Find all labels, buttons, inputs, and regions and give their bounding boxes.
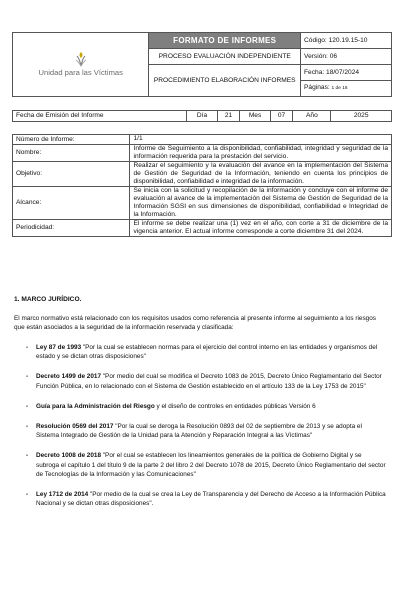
list-item bbox=[14, 451, 386, 479]
day-value: 21 bbox=[217, 111, 240, 122]
list-item bbox=[14, 490, 386, 508]
section-intro: El marco normativo está relacionado con los requisitos usados como referencia al presente informe al seguimiento a los riesgos que están asociados a la seguridad de la información reservada y clasificada: bbox=[14, 315, 376, 331]
info-label: Alcance: bbox=[13, 187, 130, 220]
info-label: Objetivo: bbox=[13, 162, 130, 187]
bullet-dash: - bbox=[26, 452, 29, 460]
doc-version: Versión: 06 bbox=[301, 49, 392, 65]
document-page bbox=[12, 32, 392, 237]
info-value: Informe de Seguimiento a la disponibilidad, confiabilidad, integridad y seguridad de la información requerida para la prestación del servicio. bbox=[130, 145, 392, 162]
bullet-dash: - bbox=[26, 423, 29, 431]
law-description: "Por la cual se deroga la Resolución 0893 del 02 de septiembre de 2013 y se adopta el Sistema Integrado de Gestión de la Unidad para la Atención y Reparación Integral a las Víctimas" bbox=[36, 423, 362, 440]
law-title: Guía para la Administración del Riesgo bbox=[36, 402, 155, 410]
doc-pages bbox=[301, 81, 392, 97]
info-value: 1/1 bbox=[130, 135, 392, 145]
pages-label: Páginas: bbox=[304, 84, 330, 91]
info-label: Nombre: bbox=[13, 145, 130, 162]
bullet-dash: - bbox=[26, 373, 29, 381]
doc-code: Código: 120.19.15-10 bbox=[301, 33, 392, 49]
bullet-dash: - bbox=[26, 402, 29, 410]
law-title: Resolución 0569 del 2017 bbox=[36, 423, 114, 431]
bullet-dash: - bbox=[26, 491, 29, 499]
doc-date: Fecha: 18/07/2024 bbox=[301, 65, 392, 81]
header-table bbox=[12, 32, 392, 97]
law-title: Decreto 1008 de 2018 bbox=[36, 452, 102, 460]
law-description: y el diseño de controles en entidades públicas Versión 6 bbox=[154, 402, 316, 410]
year-value: 2025 bbox=[331, 111, 392, 122]
info-value: Realizar el seguimiento y la evaluación del avance en la implementación del Sistema de Gestión de Seguridad de la Información, teniendo en cuenta los principios de disponibilidad, confiabilidad e integridad de la información. bbox=[130, 162, 392, 187]
procedure-name: PROCEDIMIENTO ELABORACIÓN INFORMES bbox=[149, 65, 301, 97]
info-label: Periodicidad: bbox=[13, 220, 130, 237]
year-label: Año bbox=[293, 111, 331, 122]
info-label: Número de Informe: bbox=[13, 135, 130, 145]
law-title: Decreto 1499 de 2017 bbox=[36, 373, 102, 381]
info-value: El informe se debe realizar una (1) vez en el año, con corte a 31 de diciembre de la vigencia anterior. El actual informe corresponde a corte diciembre 31 del 2024. bbox=[130, 220, 392, 237]
law-description: "Por el cual se establecen los lineamientos generales de la política de Gobierno Digital y se subroga el capítulo 1 del título 9 de la parte 2 del libro 2 del Decreto 1078 de 2015, Decreto Único Reglamentario del sector de Tecnologías de la Información y las Comunicaciones" bbox=[36, 452, 386, 478]
list-item bbox=[14, 343, 386, 361]
pages-value: 1 de 16 bbox=[331, 86, 348, 91]
format-title: FORMATO DE INFORMES bbox=[149, 33, 301, 49]
list-item bbox=[14, 372, 386, 390]
list-item bbox=[14, 402, 386, 411]
section-heading: 1. MARCO JURÍDICO. bbox=[14, 296, 82, 303]
day-label: Día bbox=[187, 111, 217, 122]
process-name: PROCESO EVALUACIÓN INDEPENDIENTE bbox=[149, 49, 301, 65]
emission-table bbox=[12, 110, 392, 122]
info-value: Se inicia con la solicitud y recopilación de la información y concluye con el informe de evaluación al avance de la implementación del Sistema de Gestión de Seguridad de la Información SGSI en sus dimensiones de disponibilidad, confiabilidad e Integridad de la Información. bbox=[130, 187, 392, 220]
law-list bbox=[14, 343, 386, 519]
emission-label: Fecha de Emisión del Informe bbox=[13, 111, 187, 122]
unidad-logo-icon bbox=[74, 51, 88, 67]
bullet-dash: - bbox=[26, 344, 29, 351]
logo-text: Unidad para las Víctimas bbox=[38, 68, 123, 78]
law-description: "Por medio de la cual se crea la Ley de Transparencia y del Derecho de Acceso a la Información Pública Nacional y se dictan otras disposiciones". bbox=[36, 491, 386, 508]
month-label: Mes bbox=[240, 111, 270, 122]
law-title: Ley 1712 de 2014 bbox=[36, 491, 89, 499]
law-description: "Por la cual se establecen normas para el ejercicio del control interno en las entidades y organismos del estado y se dictan otras disposiciones" bbox=[36, 344, 378, 361]
report-info-table bbox=[12, 134, 392, 237]
law-description: "Por medio del cual se modifica el Decreto 1083 de 2015, Decreto Único Reglamentario del Sector Función Pública, en lo relacionado con el Sistema de Gestión establecido en el artículo 133 de la Ley 1753 de 2015" bbox=[36, 373, 382, 390]
logo-cell bbox=[13, 33, 149, 97]
list-item bbox=[14, 422, 386, 440]
law-title: Ley 87 de 1993 bbox=[36, 344, 82, 351]
month-value: 07 bbox=[270, 111, 293, 122]
